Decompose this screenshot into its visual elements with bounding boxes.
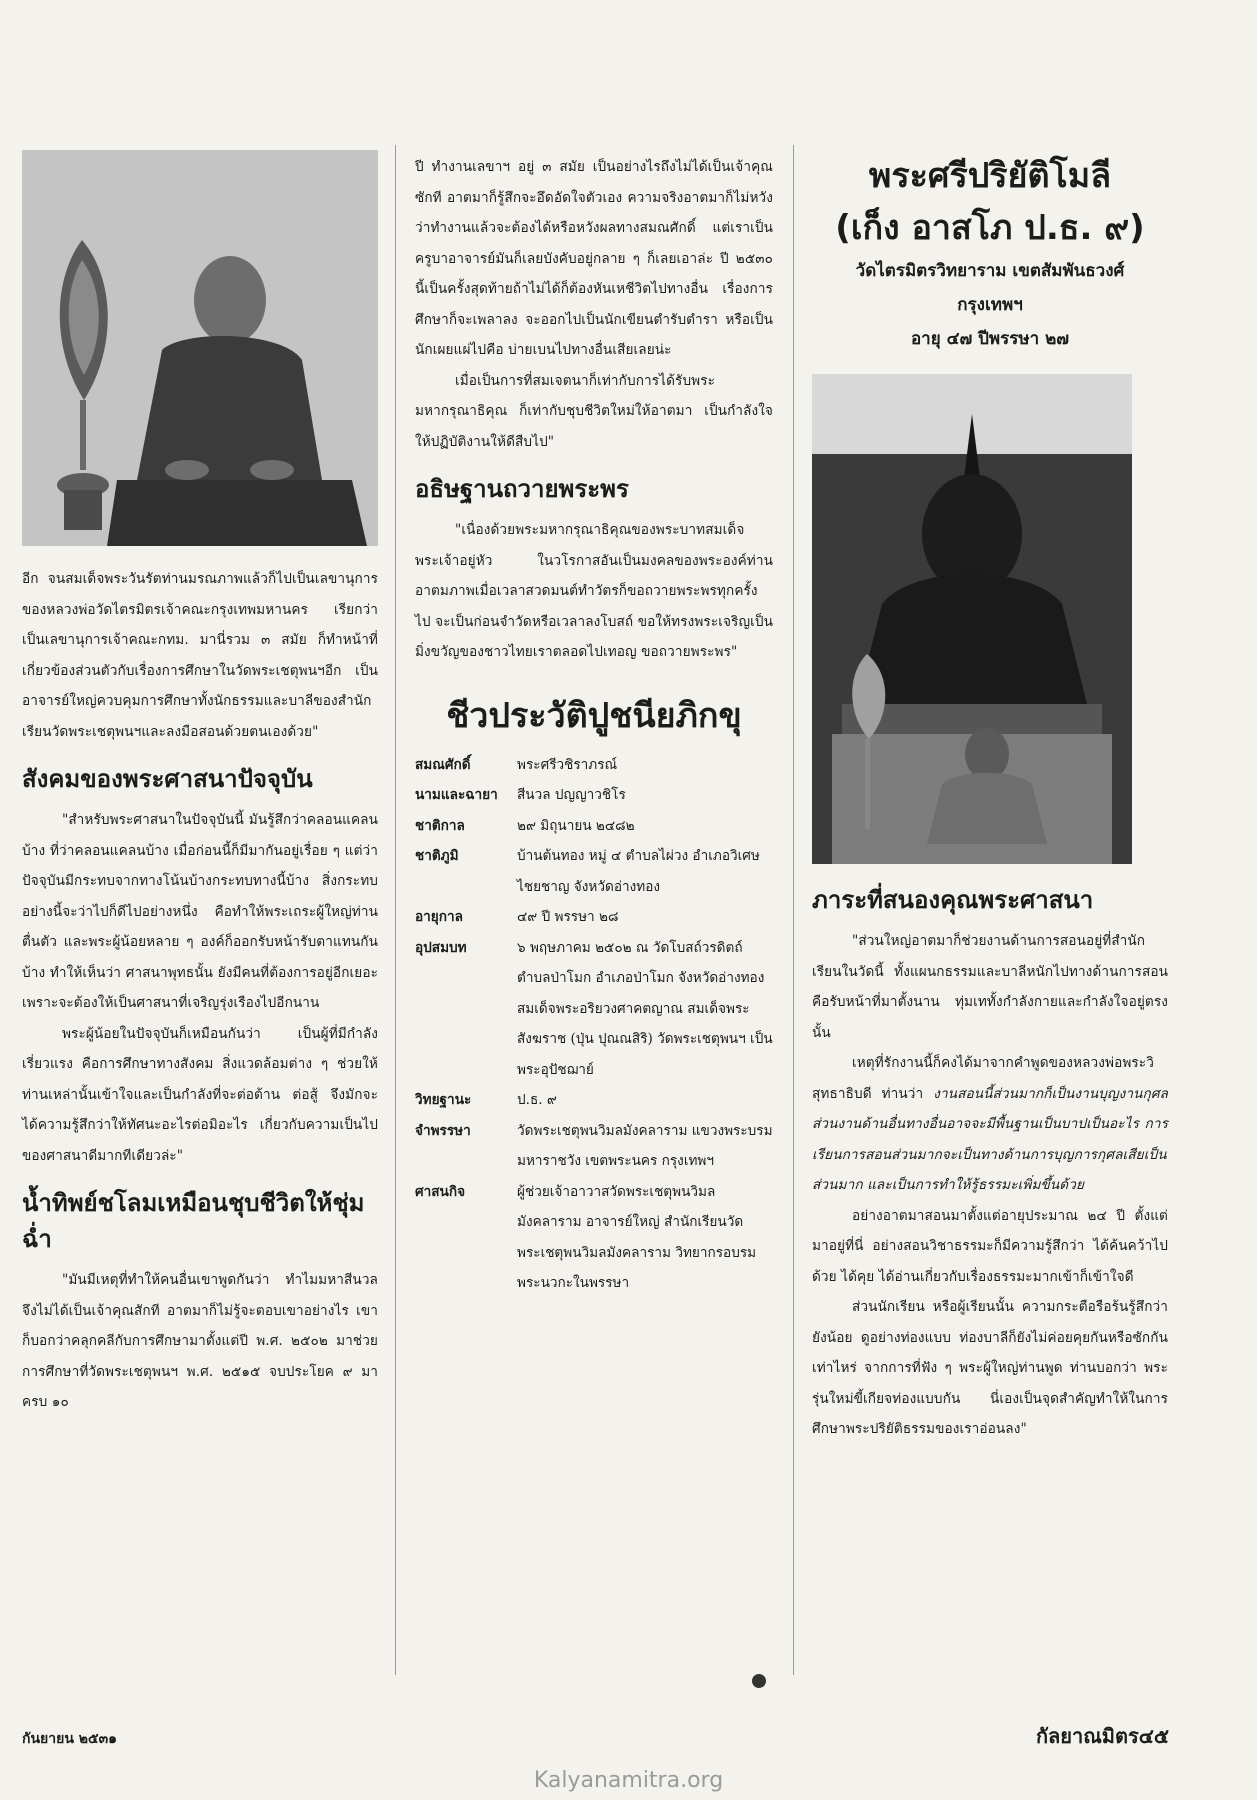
bio-value: บ้านต้นทอง หมู่ ๔ ตำบลไผ่วง อำเภอวิเศษไชยชาญ จังหวัดอ่างทอง	[517, 848, 760, 895]
buddha-statue-photo	[812, 374, 1132, 864]
section-heading: น้ำทิพย์ชโลมเหมือนชุบชีวิตให้ชุ่มฉ่ำ	[22, 1189, 365, 1253]
paragraph: ปี ทำงานเลขาฯ อยู่ ๓ สมัย เป็นอย่างไรถึงไม่ได้เป็นเจ้าคุณซักที อาตมาก็รู้สึกจะอึดอัดใจตัวเอง ความจริงอาตมาก็ไม่หวังว่าทำงานแล้วจะต้องได้หรือหวังผลทางสมณศักดิ์ แต่เราเป็นครูบาอาจารย์มันก็เลยบังคับอยู่กลาย ๆ ก็เลยเอาล่ะ ปี ๒๕๓๐ นี้เป็นครั้งสุดท้ายถ้าไม่ได้ก็ต้องหันเหชีวิตไปทางอื่น เรื่องการศึกษาก็จะเพลาลง จะออกไปเป็นนักเขียนตำรับตำรา หรือเป็นนักเผยแผ่ไปคือ บ่ายเบนไปทางอื่นเสียเลยน่ะ	[415, 159, 773, 358]
bio-label: วิทยฐานะ	[415, 1092, 472, 1108]
title-temple: วัดไตรมิตรวิทยาราม เขตสัมพันธวงศ์	[855, 261, 1125, 281]
paragraph: เมื่อเป็นการที่สมเจตนาก็เท่ากับการได้รับพระมหากรุณาธิคุณ ก็เท่ากับชุบชีวิตใหม่ให้อาตมา เป็นกำลังใจให้ปฏิบัติงานให้ดีสืบไป"	[415, 372, 773, 450]
paragraph: อย่างอาตมาสอนมาตั้งแต่อายุประมาณ ๒๔ ปี ตั้งแต่มาอยู่ที่นี่ อย่างสอนวิชาธรรมะก็มีความรู้สึกว่า ได้ค้นคว้าไปด้วย ได้คุย ได้อ่านเกี่ยวกับเรื่องธรรมะมากเข้าก็เข้าใจดี	[812, 1207, 1168, 1285]
paragraph: พระผู้น้อยในปัจจุบันก็เหมือนกันว่า เป็นผู้ที่มีกำลังเรี่ยวแรง คือการศึกษาทางสังคม สิ่งแวดล้อมต่าง ๆ ช่วยให้ท่านเหล่านั้นเข้าใจและเป็นกำลังที่จะต่อต้าน ต่อสู้ จึงมักจะได้ความรู้สึกว่าให้ทัศนะอะไรต่อมิอะไร เกี่ยวกับความเป็นไปของศาสนาดีมากทีเดียวล่ะ"	[22, 1025, 378, 1164]
watermark: Kalyanamitra.org	[533, 1768, 724, 1793]
bio-value: วัดพระเชตุพนวิมลมังคลาราม แขวงพระบรมมหาราชวัง เขตพระนคร กรุงเทพฯ	[517, 1122, 773, 1169]
monk-portrait-illustration	[22, 150, 378, 546]
paragraph-text: เหตุที่รักงานนี้ก็คงได้มาจากคำพูดของหลวงพ่อพระวิสุทธาธิบดี ท่านว่า	[812, 1055, 1154, 1102]
title-name-pali: (เก็ง อาสโภ ป.ธ. ๙)	[835, 208, 1145, 248]
paragraph	[812, 1048, 1168, 1201]
section-heading: อธิษฐานถวายพระพร	[415, 475, 629, 503]
title-city: กรุงเทพฯ	[957, 295, 1023, 315]
bio-value: ป.ธ. ๙	[517, 1092, 557, 1108]
bio-label: อายุกาล	[415, 909, 463, 925]
bio-label: สมณศักดิ์	[415, 756, 471, 773]
bio-value: สีนวล ปญญาวชิโร	[517, 787, 626, 803]
quoted-teaching: งานสอนนี้ส่วนมากก็เป็นงานบุญงานกุศล ส่วนงานด้านอื่นทางอื่นอาจจะมีพื้นฐานเป็นบาปเป็นอะไร การเรียนการสอนส่วนมากจะเป็นทางด้านการบุญการกุศลเสียเป็นส่วนมาก และเป็นการทำให้รู้ธรรมะเพิ่มขึ้นด้วย	[812, 1085, 1168, 1193]
paragraph: "ส่วนใหญ่อาตมาก็ช่วยงานด้านการสอนอยู่ที่สำนักเรียนในวัดนี้ ทั้งแผนกธรรมและบาลีหนักไปทางด้านการสอน คือรับหน้าที่มาตั้งนาน ทุ่มเททั้งกำลังกายและกำลังใจอยู่ตรงนั้น	[812, 933, 1168, 1041]
bio-label: ศาสนกิจ	[415, 1183, 466, 1200]
paragraph: "เนื่องด้วยพระมหากรุณาธิคุณของพระบาทสมเด็จพระเจ้าอยู่หัว ในวโรกาสอันเป็นมงคลของพระองค์ท่าน อาตมภาพเมื่อเวลาสวดมนต์ทำวัตรก็ขอถวายพระพรทุกครั้งไป จะเป็นก่อนจำวัดหรือเวลาลงโบสถ์ ขอให้ทรงพระเจริญเป็นมิ่งขวัญของชาวไทยเราตลอดไปเทอญ ขอถวายพระพร"	[415, 522, 773, 660]
title-block	[812, 150, 1168, 356]
title-age: อายุ ๔๗ ปีพรรษา ๒๗	[910, 329, 1070, 349]
bio-value: ๔๙ ปี พรรษา ๒๘	[517, 909, 619, 925]
column-middle	[415, 152, 773, 1299]
bio-value: ๖ พฤษภาคม ๒๕๐๒ ณ วัดโบสถ์วรดิตถ์ ตำบลป่าโมก อำเภอป่าโมก จังหวัดอ่างทอง สมเด็จพระอริยวงศาคตญาณ สมเด็จพระสังฆราช (ปุ่น ปุณณสิริ) วัดพระเชตุพนฯ เป็นพระอุปัชฌาย์	[517, 939, 773, 1078]
paragraph: "สำหรับพระศาสนาในปัจจุบันนี้ มันรู้สึกว่าคลอนแคลนบ้าง ที่ว่าคลอนแคลนบ้าง เมื่อก่อนนี้ก็มีมากันอยู่เรื่อย ๆ แต่ว่าปัจจุบันมีกระทบจากทางโน้นบ้างกระทบทางนี้บ้าง สิ่งกระทบอย่างนี้จะว่าไปก็ดีไปอย่างหนึ่ง คือทำให้พระเถระผู้ใหญ่ท่านตื่นตัว และพระผู้น้อยหลาย ๆ องค์ก็ออกรับหน้ารับตาแทนกันบ้าง ทำให้เห็นว่า ศาสนาพุทธนั้น ยังมีคนที่ต้องการอยู่อีกเยอะ เพราะจะต้องให้เป็นศาสนาที่เจริญรุ่งเรืองไปอีกนาน	[22, 812, 378, 1011]
end-bullet	[752, 1674, 766, 1688]
title-name: พระศรีปริยัติโมลี	[868, 156, 1112, 196]
column-left	[22, 150, 378, 1418]
buddha-statue-illustration	[812, 374, 1132, 864]
bio-label: จำพรรษา	[415, 1122, 471, 1139]
column-divider	[395, 145, 396, 1675]
bio-label: อุปสมบท	[415, 939, 467, 956]
footer-magazine-page-number: กัลยาณมิตร๔๕	[1035, 1724, 1169, 1748]
bio-label: นามและฉายา	[415, 787, 498, 803]
paragraph: "มันมีเหตุที่ทำให้คนอื่นเขาพูดกันว่า ทำไมมหาสีนวลจึงไม่ได้เป็นเจ้าคุณสักที อาตมาก็ไม่รู้จะตอบเขาอย่างไร เขาก็บอกว่าคลุกคลีกับการศึกษามาตั้งแต่ปี พ.ศ. ๒๕๐๒ มาช่วยการศึกษาที่วัดพระเชตุพนฯ พ.ศ. ๒๕๑๕ จบประโยค ๙ มาครบ ๑๐	[22, 1272, 378, 1410]
biography-heading: ชีวประวัติปูชนียภิกขุ	[446, 695, 742, 736]
paragraph: อีก จนสมเด็จพระวันรัตท่านมรณภาพแล้วก็ไปเป็นเลขานุการของหลวงพ่อวัดไตรมิตรเจ้าคณะกรุงเทพมหานคร เรียกว่าเป็นเลขานุการเจ้าคณะกทม. มานี่รวม ๓ สมัย ก็ทำหน้าที่เกี่ยวข้องส่วนตัวกับเรื่องการศึกษาในวัดพระเชตุพนฯอีก เป็นอาจารย์ใหญ่ควบคุมการศึกษาทั้งนักธรรมและบาลีของสำนักเรียนวัดพระเชตุพนฯและลงมือสอนด้วยตนเองด้วย"	[22, 571, 378, 740]
paragraph: ส่วนนักเรียน หรือผู้เรียนนั้น ความกระตือรือร้นรู้สึกว่ายังน้อย ดูอย่างท่องแบบ ท่องบาลีก็ยังไม่ค่อยคุยกันหรือซักกันเท่าไหร่ จากการที่ฟัง ๆ พระผู้ใหญ่ท่านพูด ท่านบอกว่า พระรุ่นใหม่ขี้เกียจท่องแบบกัน นี่เองเป็นจุดสำคัญทำให้ในการศึกษาพระปริยัติธรรมของเราอ่อนลง"	[812, 1299, 1168, 1437]
biography-table	[415, 750, 773, 1299]
bio-label: ชาติภูมิ	[415, 848, 459, 864]
section-heading: ภาระที่สนองคุณพระศาสนา	[812, 886, 1094, 914]
bio-label: ชาติกาล	[415, 817, 465, 834]
monk-portrait-photo	[22, 150, 378, 546]
bio-value: พระศรีวชิราภรณ์	[517, 756, 618, 773]
footer-date: กันยายน ๒๕๓๑	[22, 1731, 118, 1747]
column-divider	[793, 145, 794, 1675]
section-heading: สังคมของพระศาสนาปัจจุบัน	[22, 765, 313, 793]
bio-value: ผู้ช่วยเจ้าอาวาสวัดพระเชตุพนวิมลมังคลาราม อาจารย์ใหญ่ สำนักเรียนวัดพระเชตุพนวิมลมังคลาราม วิทยากรอบรมพระนวกะในพรรษา	[517, 1183, 757, 1291]
column-right	[812, 150, 1168, 1445]
bio-value: ๒๙ มิถุนายน ๒๔๘๒	[517, 817, 635, 834]
